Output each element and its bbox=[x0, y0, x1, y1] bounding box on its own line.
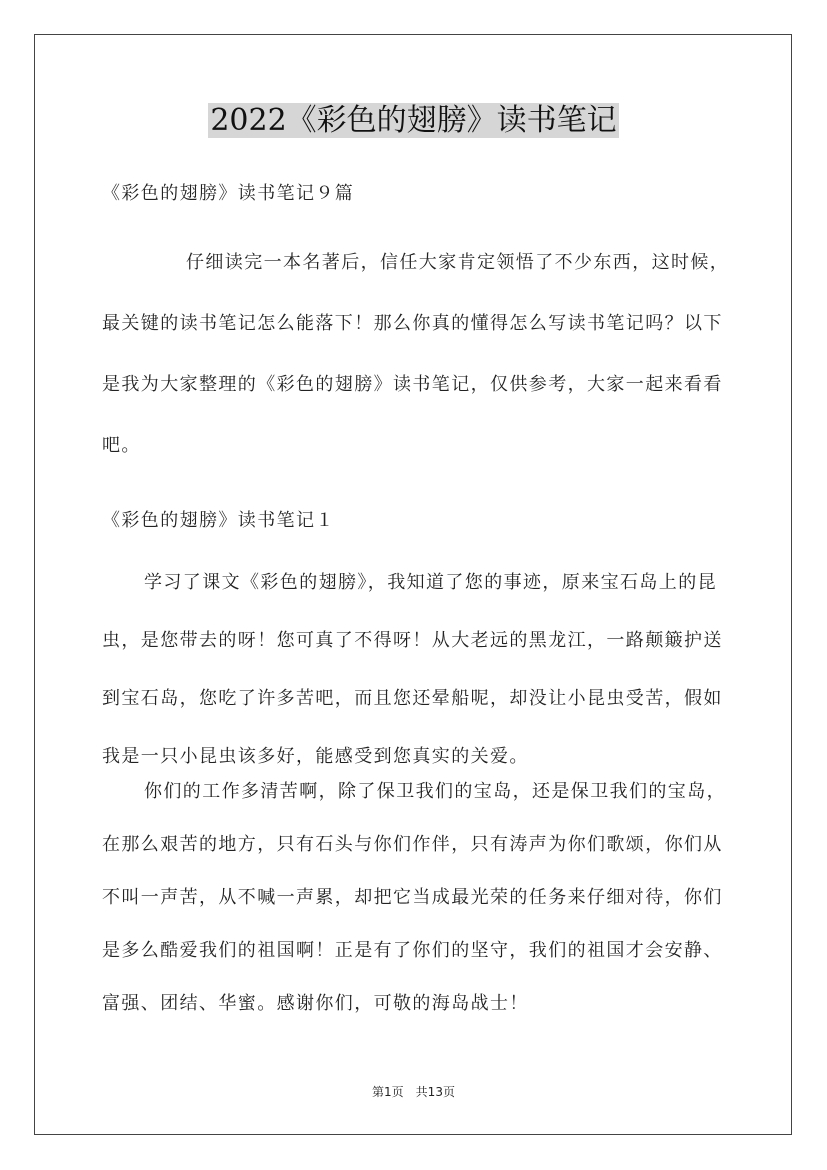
document-subtitle: 《彩色的翅膀》读书笔记９篇 bbox=[102, 183, 355, 204]
body-paragraph-1: 学习了课文《彩色的翅膀》，我知道了您的事迹，原来宝石岛上的昆虫，是您带去的呀！您可真了不得呀！从大老远的黑龙江，一路颠簸护送到宝石岛，您吃了许多苦吧，而且您还晕船呢，却没让小昆虫受苦，假如我是一只小昆虫该多好，能感受到您真实的关爱。 bbox=[102, 572, 723, 767]
page-footer: 第1页 共13页 bbox=[372, 1085, 455, 1099]
intro-paragraph: 仔细读完一本名著后，信任大家肯定领悟了不少东西，这时候，最关键的读书笔记怎么能落下！那么你真的懂得怎么写读书笔记吗？以下是我为大家整理的《彩色的翅膀》读书笔记，仅供参考，大家一起来看看吧。 bbox=[102, 252, 730, 456]
body-paragraph-2: 你们的工作多清苦啊，除了保卫我们的宝岛，还是保卫我们的宝岛，在那么艰苦的地方，只有石头与你们作伴，只有涛声为你们歌颂，你们从不叫一声苦，从不喊一声累，却把它当成最光荣的任务来仔细对待，你们是多么酷爱我们的祖国啊！正是有了你们的坚守，我们的祖国才会安静、富强、团结、华蜜。感谢你们，可敬的海岛战士！ bbox=[102, 781, 726, 1014]
document-title bbox=[0, 98, 827, 144]
section-heading: 《彩色的翅膀》读书笔记１ bbox=[102, 510, 335, 531]
document-title-text: 2022《彩色的翅膀》读书笔记 bbox=[210, 103, 617, 138]
